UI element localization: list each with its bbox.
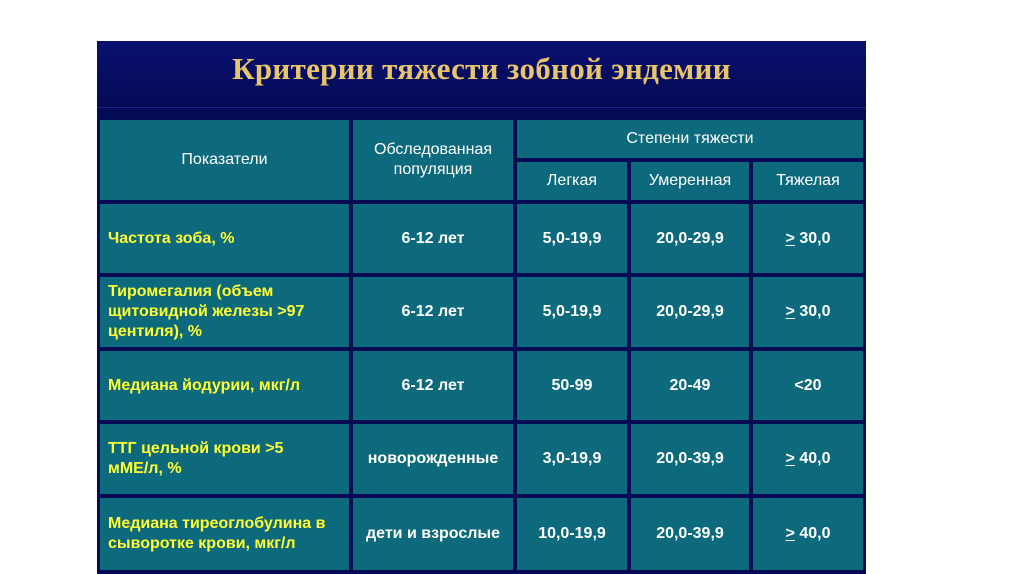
indicator-cell: ТТГ цельной крови >5 мМЕ/л, % xyxy=(100,424,349,494)
severe-cell xyxy=(753,277,863,347)
severe-value: 40,0 xyxy=(794,450,831,467)
population-cell: новорожденные xyxy=(353,424,513,494)
moderate-cell: 20,0-39,9 xyxy=(631,424,749,494)
mild-cell: 50-99 xyxy=(517,351,627,420)
population-cell: 6-12 лет xyxy=(353,351,513,420)
severe-value: 30,0 xyxy=(794,229,831,247)
ge-sign: > xyxy=(785,303,795,320)
severe-value: <20 xyxy=(794,376,822,394)
moderate-cell: 20,0-29,9 xyxy=(631,277,749,347)
mild-cell: 3,0-19,9 xyxy=(517,424,627,494)
indicator-cell: Медиана тиреоглобулина в сыворотке крови, мкг/л xyxy=(100,498,349,570)
header-severity: Степени тяжести xyxy=(517,120,863,158)
ge-sign: > xyxy=(785,525,795,542)
moderate-cell: 20,0-29,9 xyxy=(631,204,749,273)
indicator-cell: Тиромегалия (объем щитовидной железы >97 центиля), % xyxy=(100,277,349,347)
indicator-cell: Частота зоба, % xyxy=(100,204,349,273)
slide xyxy=(97,41,866,574)
indicator-cell: Медиана йодурии, мкг/л xyxy=(100,351,349,420)
population-cell: дети и взрослые xyxy=(353,498,513,570)
header-mild: Легкая xyxy=(517,162,627,200)
title-divider xyxy=(97,107,866,108)
mild-cell: 5,0-19,9 xyxy=(517,277,627,347)
header-severe: Тяжелая xyxy=(753,162,863,200)
mild-cell: 5,0-19,9 xyxy=(517,204,627,273)
moderate-cell: 20-49 xyxy=(631,351,749,420)
severe-cell xyxy=(753,351,863,420)
population-cell: 6-12 лет xyxy=(353,204,513,273)
severe-value: 30,0 xyxy=(794,303,831,320)
title-band xyxy=(97,41,866,108)
slide-title: Критерии тяжести зобной эндемии xyxy=(232,51,731,86)
severe-cell xyxy=(753,424,863,494)
header-indicators: Показатели xyxy=(100,120,349,200)
moderate-cell: 20,0-39,9 xyxy=(631,498,749,570)
header-population: Обследованная популяция xyxy=(353,120,513,200)
severe-value: 40,0 xyxy=(794,525,831,542)
ge-sign: > xyxy=(785,450,795,467)
header-moderate: Умеренная xyxy=(631,162,749,200)
mild-cell: 10,0-19,9 xyxy=(517,498,627,570)
ge-sign: > xyxy=(785,229,795,247)
population-cell: 6-12 лет xyxy=(353,277,513,347)
severe-cell xyxy=(753,204,863,273)
severe-cell xyxy=(753,498,863,570)
